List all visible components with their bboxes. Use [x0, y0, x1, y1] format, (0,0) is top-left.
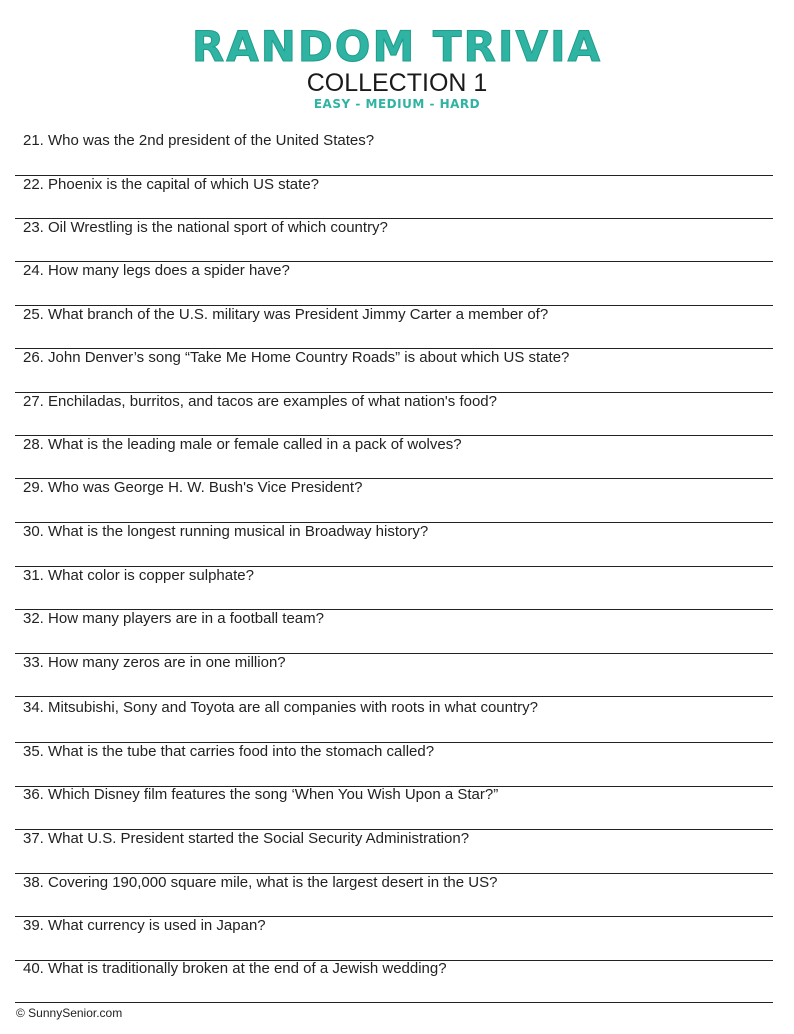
title-area: [0, 22, 794, 72]
question-row: [15, 479, 773, 522]
question-text: 39. What currency is used in Japan?: [23, 917, 266, 934]
question-text: 31. What color is copper sulphate?: [23, 567, 254, 584]
question-row: [15, 960, 773, 1003]
page-subtitle: COLLECTION 1: [306, 69, 488, 97]
question-row: [15, 393, 773, 436]
question-row: [15, 306, 773, 349]
question-text: 27. Enchiladas, burritos, and tacos are examples of what nation's food?: [23, 393, 497, 410]
question-text: 38. Covering 190,000 square mile, what is the largest desert in the US?: [23, 874, 498, 891]
question-row: [15, 176, 773, 219]
question-text: 23. Oil Wrestling is the national sport of which country?: [23, 219, 388, 236]
question-row: [15, 699, 773, 742]
copyright-footer: © SunnySenior.com: [16, 1006, 123, 1020]
question-row: [15, 567, 773, 610]
question-row: [15, 874, 773, 917]
question-row: [15, 917, 773, 960]
question-text: 21. Who was the 2nd president of the United States?: [23, 132, 375, 149]
page-title: RANDOM TRIVIA: [191, 22, 603, 71]
question-row: [15, 523, 773, 566]
question-text: 30. What is the longest running musical in Broadway history?: [23, 523, 429, 540]
answer-line: [15, 696, 773, 697]
question-text: 24. How many legs does a spider have?: [23, 262, 290, 279]
question-row: [15, 349, 773, 392]
question-row: [15, 654, 773, 697]
question-text: 26. John Denver’s song “Take Me Home Country Roads” is about which US state?: [23, 349, 570, 366]
question-row: [15, 743, 773, 786]
question-text: 32. How many players are in a football team?: [23, 610, 324, 627]
question-text: 22. Phoenix is the capital of which US state?: [23, 176, 320, 193]
question-row: [15, 436, 773, 479]
question-text: 40. What is traditionally broken at the end of a Jewish wedding?: [23, 960, 447, 977]
question-row: [15, 262, 773, 305]
question-text: 34. Mitsubishi, Sony and Toyota are all companies with roots in what country?: [23, 699, 538, 716]
answer-line: [15, 1002, 773, 1003]
question-text: 33. How many zeros are in one million?: [23, 654, 286, 671]
question-text: 28. What is the leading male or female called in a pack of wolves?: [23, 436, 462, 453]
question-text: 35. What is the tube that carries food into the stomach called?: [23, 743, 435, 760]
question-row: [15, 610, 773, 653]
question-text: 29. Who was George H. W. Bush's Vice President?: [23, 479, 363, 496]
question-row: [15, 830, 773, 873]
question-text: 25. What branch of the U.S. military was President Jimmy Carter a member of?: [23, 306, 549, 323]
question-row: [15, 219, 773, 262]
question-row: [15, 132, 773, 175]
difficulty-levels: EASY - MEDIUM - HARD: [313, 97, 481, 111]
question-text: 37. What U.S. President started the Social Security Administration?: [23, 830, 470, 847]
question-row: [15, 786, 773, 829]
question-text: 36. Which Disney film features the song ‘When You Wish Upon a Star?”: [23, 786, 499, 803]
